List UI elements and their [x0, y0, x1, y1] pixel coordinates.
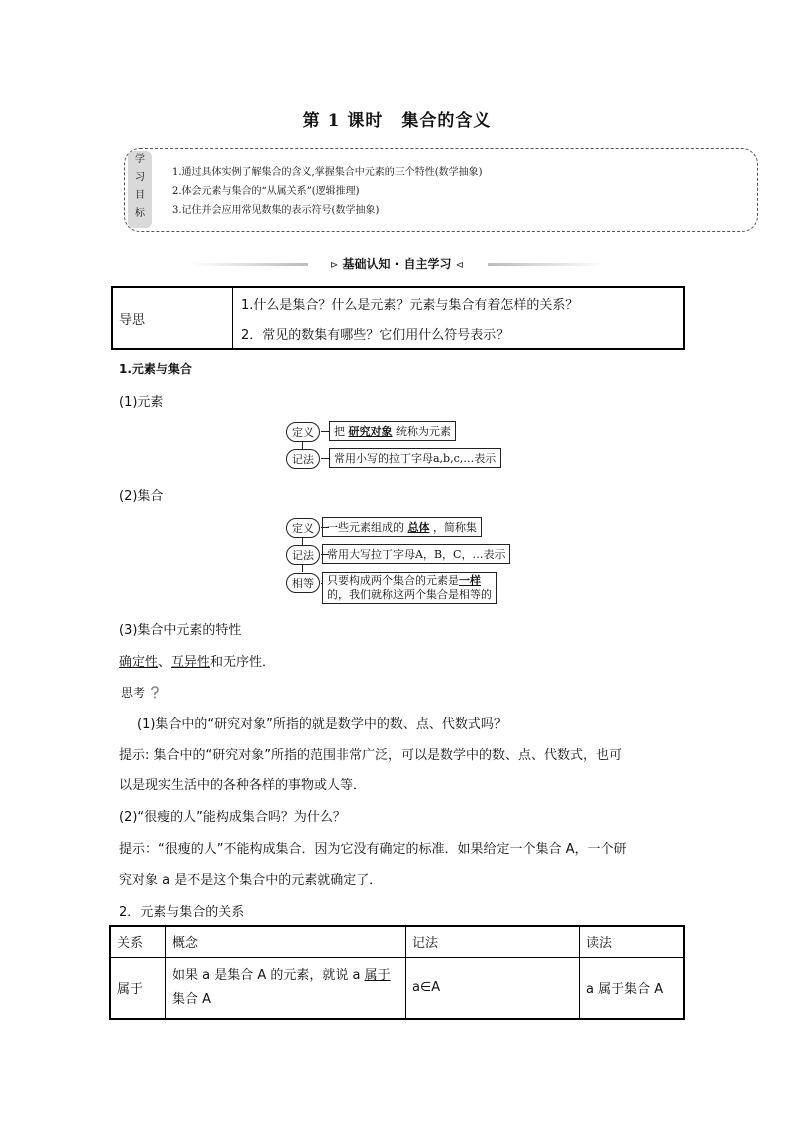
- table-header: 概念: [166, 926, 406, 957]
- think-question-2: (2)“很瘦的人”能构成集合吗？为什么？: [119, 810, 346, 825]
- guide-question-1: 1.什么是集合？什么是元素？元素与集合有着怎样的关系？: [233, 287, 685, 318]
- set-definition-box: [322, 517, 482, 537]
- notation-tag: 记法: [286, 545, 320, 565]
- subsection-heading: (1)元素: [119, 395, 164, 410]
- trait-tail: 和无序性．: [210, 655, 276, 670]
- learning-goals-tab: [128, 151, 152, 228]
- traits-line: [119, 651, 275, 670]
- table-row: [110, 957, 684, 1019]
- question-icon: [149, 686, 161, 702]
- definition-tag: 定义: [286, 422, 320, 442]
- element-definition-box: [329, 421, 456, 441]
- equality-line-2: 的，我们就称这两个集合是相等的: [327, 588, 492, 601]
- guide-label: 导思: [112, 287, 233, 349]
- goal-item: 3.记住并会应用常见数集的表示符号(数学抽象): [172, 205, 380, 216]
- goal-item: 1.通过具体实例了解集合的含义,掌握集合中元素的三个特性(数学抽象): [172, 167, 483, 178]
- concept-keyword: 属于: [364, 967, 391, 983]
- concept-prefix: 如果 a 是集合 A 的元素，就说 a: [172, 967, 365, 983]
- think-answer-1-line-2: 以是现实生活中的各种各样的事物或人等．: [119, 778, 367, 793]
- table-cell: a 属于集合 A: [580, 957, 685, 1019]
- goals-tab-char: 习: [135, 172, 145, 183]
- diagram-connector: [321, 431, 329, 432]
- trait-separator: 、: [158, 655, 172, 670]
- definition-prefix: 一些元素组成的: [327, 521, 404, 534]
- definition-suffix: ，简称集: [433, 521, 477, 534]
- element-diagram: [286, 420, 510, 470]
- think-answer-2-line-1: 提示：“很瘦的人”不能构成集合．因为它没有确定的标准．如果给定一个集合 A，一个研: [119, 842, 627, 857]
- subsection-heading: (3)集合中元素的特性: [119, 623, 242, 638]
- diagram-connector: [321, 458, 329, 459]
- definition-keyword: 总体: [407, 521, 430, 534]
- concept-line-2: 集合 A: [172, 991, 212, 1007]
- banner-arrow-left-icon: ⊲: [455, 260, 465, 271]
- section-heading: 1.元素与集合: [119, 362, 192, 376]
- think-answer-1-line-1: 提示: 集合中的“研究对象”所指的范围非常广泛，可以是数学中的数、点、代数式，也可: [119, 748, 622, 763]
- section-banner: [0, 255, 794, 272]
- think-question-1: (1)集合中的“研究对象”所指的就是数学中的数、点、代数式吗？: [137, 717, 507, 732]
- set-diagram: [286, 516, 510, 604]
- definition-keyword: 研究对象: [348, 425, 393, 438]
- table-header: 关系: [110, 926, 166, 957]
- table-header: 读法: [580, 926, 685, 957]
- think-label: 思考: [121, 686, 146, 700]
- definition-tag: 定义: [286, 518, 320, 538]
- concept-line-1: [172, 964, 399, 988]
- guide-table: [111, 286, 685, 350]
- definition-suffix: 统称为元素: [396, 425, 451, 438]
- think-answer-2-line-2: 究对象 a 是不是这个集合中的元素就确定了．: [119, 873, 383, 888]
- table-cell: [166, 957, 406, 1019]
- set-equality-box: [322, 572, 497, 604]
- section-heading: 2．元素与集合的关系: [119, 905, 245, 920]
- think-label-row: [121, 684, 161, 702]
- definition-prefix: 把: [334, 425, 345, 438]
- equality-keyword: 一样: [459, 574, 481, 587]
- equality-line-1: [327, 574, 492, 588]
- equality-tag: 相等: [286, 573, 320, 593]
- goals-tab-char: 标: [135, 208, 145, 219]
- trait-distinctness: 互异性: [171, 655, 211, 670]
- table-cell: 属于: [110, 957, 166, 1019]
- set-notation-box: 常用大写拉丁字母A，B，C，…表示: [322, 544, 510, 564]
- guide-question-2: 2．常见的数集有哪些？它们用什么符号表示？: [233, 318, 685, 349]
- page-title: 第 1 课时 集合的含义: [302, 111, 492, 131]
- banner-text: 基础认知 · 自主学习: [342, 257, 452, 271]
- goals-tab-char: 目: [135, 190, 145, 201]
- element-notation-box: 常用小写的拉丁字母a,b,c,…表示: [329, 448, 501, 468]
- relation-table: [109, 925, 685, 1020]
- equality-prefix: 只要构成两个集合的元素是: [327, 574, 459, 587]
- goals-tab-char: 学: [135, 154, 145, 165]
- goal-item: 2.体会元素与集合的“从属关系”(逻辑推理): [172, 186, 360, 197]
- trait-determinacy: 确定性: [119, 655, 159, 670]
- notation-tag: 记法: [286, 449, 320, 469]
- table-cell: a∈A: [406, 957, 580, 1019]
- subsection-heading: (2)集合: [119, 489, 164, 504]
- table-header: 记法: [406, 926, 580, 957]
- banner-arrow-right-icon: ⊳: [329, 260, 339, 271]
- learning-goals-list: [172, 163, 483, 220]
